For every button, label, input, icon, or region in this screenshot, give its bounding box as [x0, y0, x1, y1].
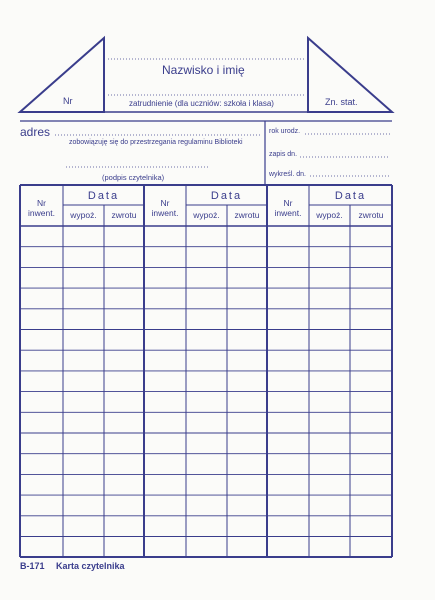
date-header: Data	[87, 190, 120, 202]
return-date-header: zwrotu	[111, 210, 137, 220]
date-header: Data	[334, 190, 367, 202]
borrow-date-header: wypoż.	[193, 210, 220, 220]
inventory-number-header	[267, 198, 309, 218]
form-code: B-171	[20, 561, 45, 571]
removal-date-label: wykreśl. dn.	[269, 171, 306, 178]
signature-label: (podpis czytelnika)	[102, 173, 165, 182]
inventory-nr-text: Nr	[283, 198, 293, 208]
borrow-date-header: wypoż.	[70, 210, 97, 220]
inventory-inwent-text: inwent.	[28, 208, 55, 218]
stat-label: Zn. stat.	[325, 97, 358, 107]
left-triangle-box	[20, 38, 104, 112]
address-label: adres	[20, 125, 51, 139]
signup-date-label: zapis dn.	[269, 151, 298, 158]
borrow-date-header: wypoż.	[316, 210, 343, 220]
inventory-number-header	[144, 198, 186, 218]
date-header: Data	[210, 190, 243, 202]
return-date-header: zwrotu	[358, 210, 384, 220]
inventory-inwent-text: inwent.	[274, 208, 302, 218]
inventory-nr-text: Nr	[37, 198, 46, 208]
inventory-inwent-text: inwent.	[151, 208, 179, 218]
return-date-header: zwrotu	[234, 210, 260, 220]
nr-label: Nr	[63, 96, 73, 106]
inventory-nr-text: Nr	[160, 198, 170, 208]
birth-year-label: rok urodz.	[269, 128, 301, 135]
table-row-lines	[20, 247, 392, 537]
employment-label: zatrudnienie (dla uczniów: szkoła i klasa)	[129, 99, 274, 108]
inventory-number-header	[20, 198, 63, 218]
pledge-text: zobowiązuję się do przestrzegania regulaminu Biblioteki	[69, 139, 243, 146]
form-title: Karta czytelnika	[56, 561, 125, 571]
name-label: Nazwisko i imię	[162, 63, 245, 77]
